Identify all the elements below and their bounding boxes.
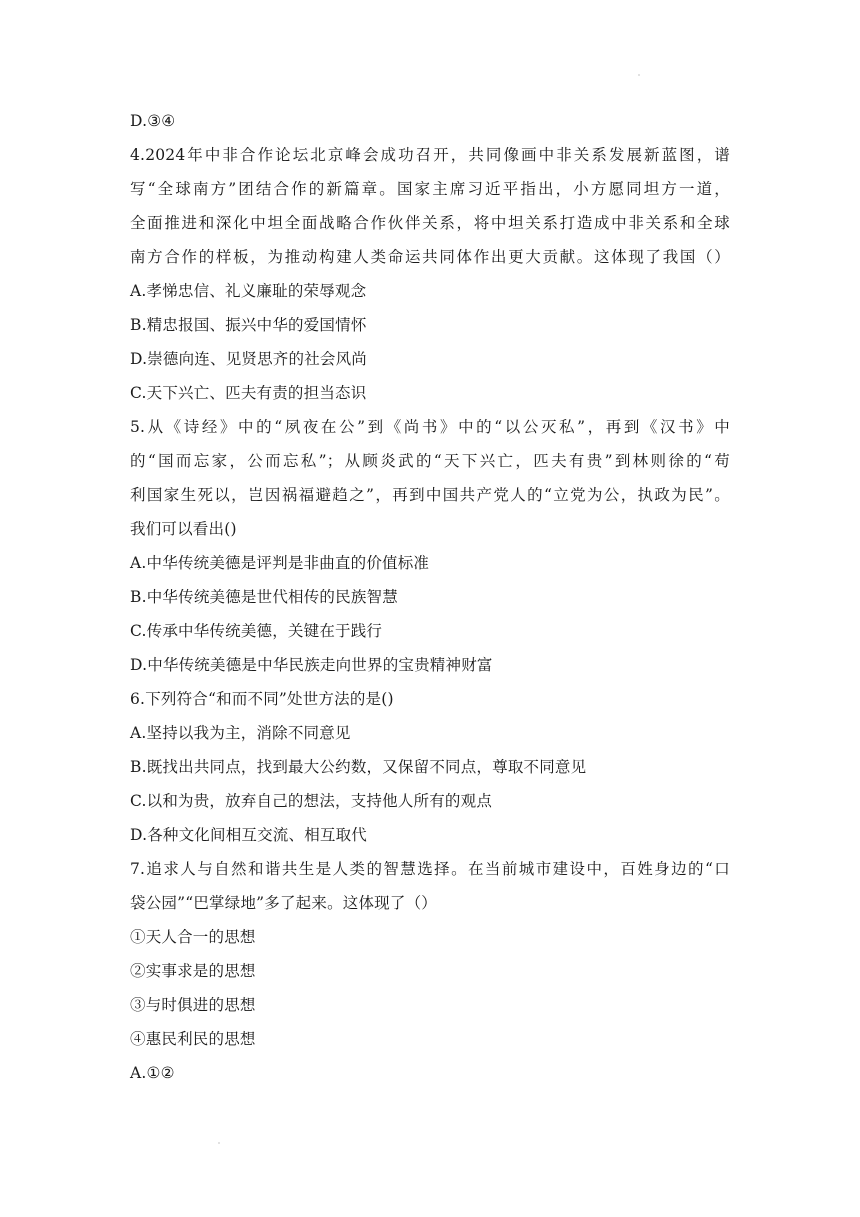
question-text-body <box>130 104 730 1090</box>
option-line: D.③④ <box>130 112 176 130</box>
scan-speck <box>218 1142 220 1144</box>
question-4-stem-line: 4.2024年中非合作论坛北京峰会成功召开，共同像画中非关系发展新蓝图，谱 <box>130 146 730 164</box>
question-6-option-d: D.各种文化间相互交流、相互取代 <box>130 826 368 844</box>
question-5-option-a: A.中华传统美德是评判是非曲直的价值标准 <box>130 554 430 572</box>
question-4-stem-line: 写“全球南方”团结合作的新篇章。国家主席习近平指出，小方愿同坦方一道， <box>130 180 730 198</box>
question-6-stem-line: 6.下列符合“和而不同”处世方法的是() <box>130 690 394 708</box>
question-7-stem-line: 袋公园”“巴掌绿地”多了起来。这体现了（） <box>130 894 437 912</box>
question-7-statement-2: ②实事求是的思想 <box>130 962 256 980</box>
question-5-stem-line: 5.从《诗经》中的“夙夜在公”到《尚书》中的“以公灭私”，再到《汉书》中 <box>130 418 730 436</box>
question-4-option-a: A.孝悌忠信、礼义廉耻的荣辱观念 <box>130 282 367 300</box>
question-5-option-d: D.中华传统美德是中华民族走向世界的宝贵精神财富 <box>130 656 493 674</box>
question-5-option-c: C.传承中华传统美德，关键在于践行 <box>130 622 383 640</box>
question-4-stem-line: 南方合作的样板，为推动构建人类命运共同体作出更大贡献。这体现了我国（） <box>130 248 730 266</box>
question-4-option-c: C.天下兴亡、匹夫有责的担当态识 <box>130 384 367 402</box>
question-6-option-b: B.既找出共同点，找到最大公约数，又保留不同点，尊取不同意见 <box>130 758 587 776</box>
question-6-option-a: A.坚持以我为主，消除不同意见 <box>130 724 351 742</box>
question-5-stem-line: 我们可以看出() <box>130 520 237 538</box>
question-4-option-d: D.崇德向连、见贤思齐的社会风尚 <box>130 350 368 368</box>
question-6-option-c: C.以和为贵，放弃自己的想法，支持他人所有的观点 <box>130 792 493 810</box>
question-4-stem-line: 全面推进和深化中坦全面战略合作伙伴关系，将中坦关系打造成中非关系和全球 <box>130 214 730 232</box>
question-7-option-a: A.①② <box>130 1064 175 1082</box>
question-7-statement-3: ③与时俱进的思想 <box>130 996 256 1014</box>
question-7-statement-1: ①天人合一的思想 <box>130 928 256 946</box>
question-7-statement-4: ④惠民利民的思想 <box>130 1030 256 1048</box>
question-5-option-b: B.中华传统美德是世代相传的民族智慧 <box>130 588 398 606</box>
question-7-stem-line: 7.追求人与自然和谐共生是人类的智慧选择。在当前城市建设中，百姓身边的“口 <box>130 860 730 878</box>
scan-speck <box>638 74 640 76</box>
question-5-stem-line: 的“国而忘家，公而忘私”；从顾炎武的“天下兴亡，匹夫有贵”到林则徐的“苟 <box>130 452 730 470</box>
question-4-option-b: B.精忠报国、振兴中华的爱国情怀 <box>130 316 367 334</box>
question-5-stem-line: 利国家生死以，岂因祸福避趋之”，再到中国共产党人的“立党为公，执政为民”。 <box>130 486 730 504</box>
